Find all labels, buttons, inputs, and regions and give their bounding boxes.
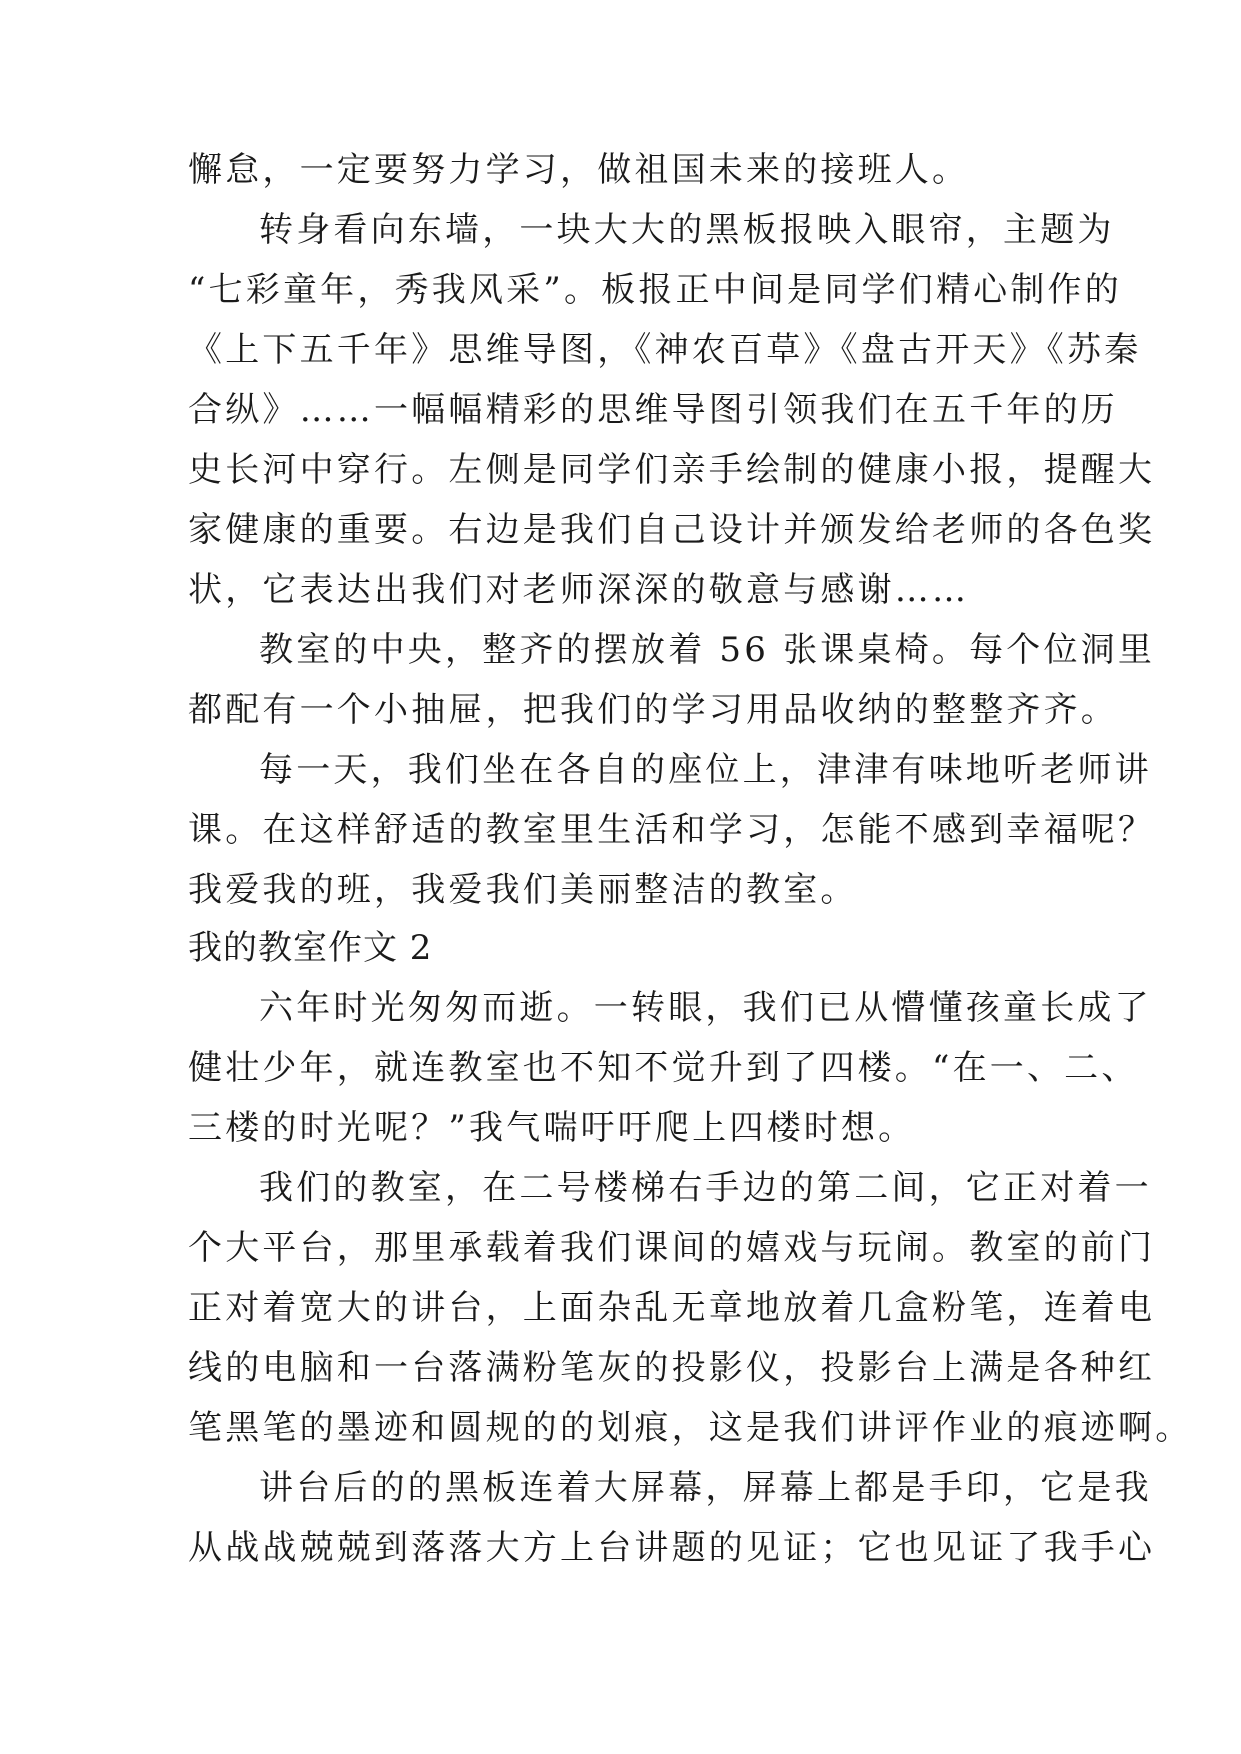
paragraph-line: 转身看向东墙，一块大大的黑板报映入眼帘，主题为 (259, 210, 1115, 250)
paragraph-line: 合纵》……一幅幅精彩的思维导图引领我们在五千年的历 (188, 390, 1118, 430)
paragraph-line: 从战战兢兢到落落大方上台讲题的见证；它也见证了我手心 (188, 1528, 1156, 1568)
paragraph-line: 教室的中央，整齐的摆放着 56 张课桌椅。每个位洞里 (259, 630, 1156, 670)
paragraph-line: 每一天，我们坐在各自的座位上，津津有味地听老师讲 (259, 750, 1152, 790)
paragraph-line: 笔黑笔的墨迹和圆规的的划痕，这是我们讲评作业的痕迹啊。 (188, 1408, 1193, 1448)
paragraph-line: 三楼的时光呢？”我气喘吁吁爬上四楼时想。 (188, 1108, 916, 1148)
paragraph-line: 健壮少年，就连教室也不知不觉升到了四楼。“在一、二、 (188, 1048, 1139, 1088)
paragraph-line: 懈怠，一定要努力学习，做祖国未来的接班人。 (188, 150, 970, 190)
paragraph-line: 我爱我的班，我爱我们美丽整洁的教室。 (188, 870, 858, 910)
paragraph-line: 课。在这样舒适的教室里生活和学习，怎能不感到幸福呢？ (188, 810, 1156, 850)
paragraph-line: 六年时光匆匆而逝。一转眼，我们已从懵懂孩童长成了 (259, 988, 1152, 1028)
paragraph-line: 正对着宽大的讲台，上面杂乱无章地放着几盒粉笔，连着电 (188, 1288, 1156, 1328)
paragraph-line: 线的电脑和一台落满粉笔灰的投影仪，投影台上满是各种红 (188, 1348, 1156, 1388)
paragraph-line: 状，它表达出我们对老师深深的敬意与感谢…… (188, 570, 970, 610)
paragraph-line: “七彩童年，秀我风采”。板报正中间是同学们精心制作的 (188, 270, 1122, 310)
paragraph-line: 《上下五千年》思维导图，《神农百草》《盘古开天》《苏秦 (188, 330, 1142, 370)
paragraph-line: 史长河中穿行。左侧是同学们亲手绘制的健康小报，提醒大 (188, 450, 1156, 490)
paragraph-line: 我们的教室，在二号楼梯右手边的第二间，它正对着一 (259, 1168, 1152, 1208)
section-heading: 我的教室作文 2 (188, 928, 433, 968)
paragraph-line: 个大平台，那里承载着我们课间的嬉戏与玩闹。教室的前门 (188, 1228, 1156, 1268)
paragraph-line: 家健康的重要。右边是我们自己设计并颁发给老师的各色奖 (188, 510, 1156, 550)
paragraph-line: 讲台后的的黑板连着大屏幕，屏幕上都是手印，它是我 (259, 1468, 1152, 1508)
paragraph-line: 都配有一个小抽屉，把我们的学习用品收纳的整整齐齐。 (188, 690, 1118, 730)
